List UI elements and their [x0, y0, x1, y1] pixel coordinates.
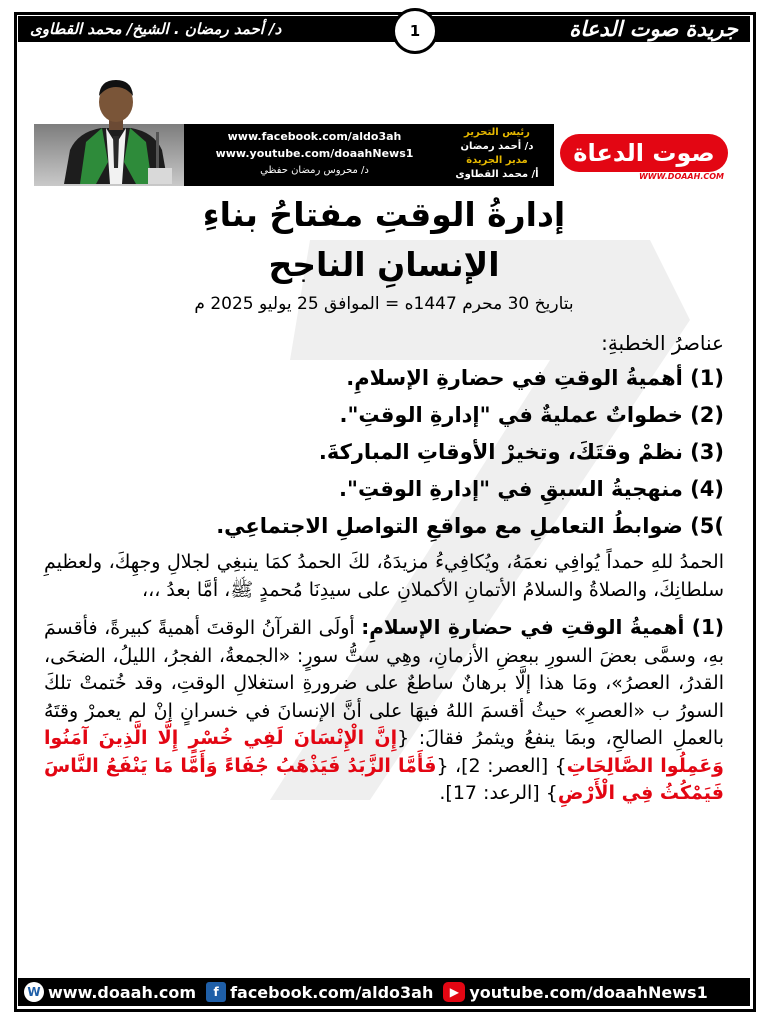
quran-verse-1: إِنَّ الْإِنْسَانَ لَفِي خُسْرٍ إِلَّا الَّذِينَ آمَنُوا وَعَمِلُوا الصَّالِحَاتِ: [44, 727, 724, 777]
title-line-1: إدارةُ الوقتِ مفتاحُ بناءِ: [202, 195, 566, 234]
banner-youtube-link[interactable]: www.youtube.com/doaahNews1: [215, 147, 414, 160]
quran-reference-2: } [الرعد: 17].: [439, 782, 558, 804]
list-item: (4) منهجيةُ السبقِ في "إدارةِ الوقتِ".: [339, 477, 724, 501]
elements-heading: عناصرُ الخطبةِ:: [601, 331, 724, 355]
list-item: )5) ضوابطُ التعاملِ مع مواقعِ التواصلِ الاجتماعِي.: [216, 514, 724, 538]
banner-facebook-link[interactable]: www.facebook.com/aldo3ah: [227, 130, 402, 143]
wordpress-icon: W: [24, 982, 44, 1002]
staff-role-manager: مدير الجريدة: [466, 155, 528, 166]
newspaper-name: جريدة صوت الدعاة: [569, 17, 738, 41]
sermon-date: بتاريخ 30 محرم 1447ه = الموافق 25 يوليو 2025 م: [194, 294, 574, 314]
list-item: (2) خطواتٌ عمليةٌ في "إدارةِ الوقتِ".: [339, 403, 724, 427]
logo-site: WWW.DOAAH.COM: [638, 172, 724, 181]
youtube-icon: ▶: [443, 982, 465, 1002]
footer-facebook[interactable]: [206, 982, 433, 1002]
speaker-photo: [56, 72, 176, 184]
banner-staff: [442, 126, 552, 184]
staff-role-editor: رئيس التحرير: [464, 127, 530, 138]
logo: [554, 124, 734, 186]
list-item: (1) أهميةُ الوقتِ في حضارةِ الإسلامِ.: [346, 366, 724, 390]
title-line-2: الإنسانِ الناجح: [268, 245, 500, 284]
footer-facebook-label: facebook.com/aldo3ah: [230, 982, 434, 1002]
header-authors: د/ أحمد رمضان . الشيخ/ محمد القطاوى: [30, 20, 282, 38]
page-number: 1: [392, 8, 438, 54]
footer-youtube[interactable]: [443, 982, 707, 1002]
banner-credit: د/ محروس رمضان حفظي: [260, 165, 369, 176]
page-title: [40, 190, 728, 290]
header-bar: [18, 16, 750, 42]
staff-name-editor: د/ أحمد رمضان: [460, 141, 534, 152]
quran-reference-1: } [العصر: 2]، {: [436, 754, 567, 777]
footer-website-label: www.doaah.com: [48, 982, 197, 1002]
logo-text: صوت الدعاة: [560, 134, 728, 172]
section-1-heading: (1) أهميةُ الوقتِ في حضارةِ الإسلامِ:: [361, 615, 724, 639]
section-1-body: أولَى القرآنُ الوقتَ أهميةً كبيرةً، فأقسمَ بهِ، وسمَّى بعضَ السورِ ببعضِ الأزمانِ، وهِي ستُّ سورٍ: «الجمعةُ، الفجرُ، الليلُ، الضحَى، القدرُ، العصرُ»، ومَا هذا إلَّا برهانٌ ساطعٌ على ضرورةِ استغلالِ الوقتِ، وقد خُتمتْ تلكَ السورُ ب «العصرِ» حيثُ أقسمَ اللهُ فيهَا على أنَّ الإنسانَ في خسرانٍ إنْ لم يعمرْ وقتَهُ بالعملِ الصالحِ، وبمَا ينفعُ ويثمرُ فقالَ: {: [44, 617, 724, 749]
intro-paragraph: الحمدُ للهِ حمداً يُوافِي نعمَهُ، ويُكافِيءُ مزيدَهُ، لكَ الحمدُ كمَا ينبغِي لجلالِ وجهِكَ، ولعظيمِ سلطانِكَ، والصلاةُ والسلامُ الأتمانِ الأكملانِ على سيدِنَا مُحمدٍ ﷺ، أمَّا بعدُ ،،،: [44, 551, 724, 601]
footer-website[interactable]: [24, 982, 196, 1002]
elements-list: [44, 360, 724, 545]
section-1-paragraph: [44, 614, 724, 808]
footer-bar: [18, 978, 750, 1006]
quran-verse-2: فَأَمَّا الزَّبَدُ فَيَذْهَبُ جُفَاءً وَأَمَّا مَا يَنْفَعُ النَّاسَ فَيَمْكُثُ فِي الْأَرْضِ: [44, 754, 724, 804]
list-item: (3) نظمْ وقتَكَ، وتخيرْ الأوقاتِ المباركةَ.: [318, 440, 724, 464]
banner-links: [192, 128, 437, 184]
staff-name-manager: أ/ محمد القطاوى: [455, 169, 539, 180]
facebook-icon: f: [206, 982, 226, 1002]
sermon-content: [44, 326, 724, 808]
footer-youtube-label: youtube.com/doaahNews1: [469, 982, 708, 1002]
